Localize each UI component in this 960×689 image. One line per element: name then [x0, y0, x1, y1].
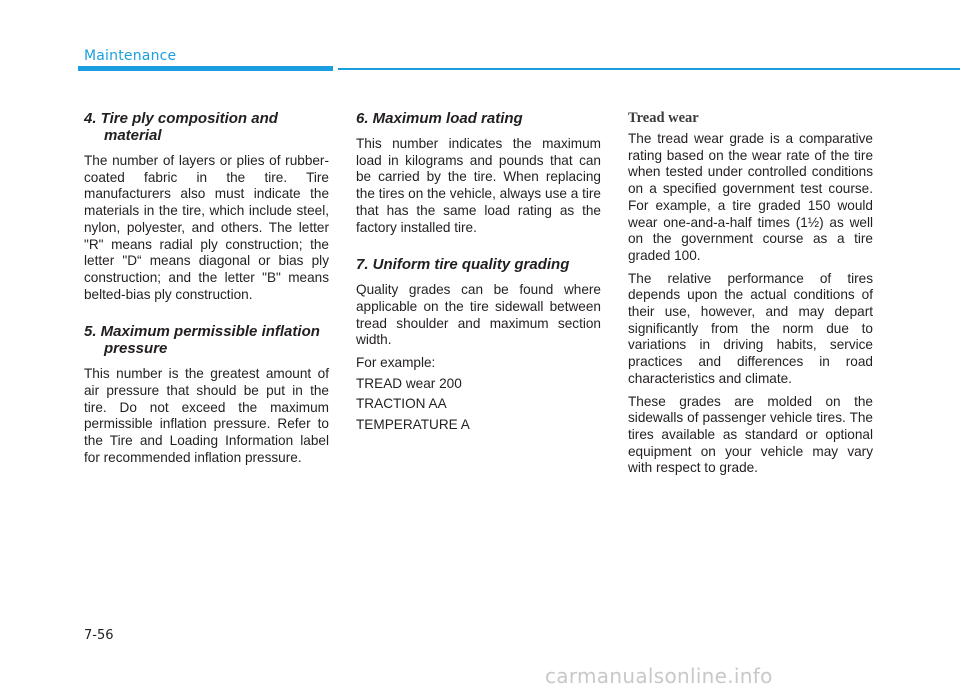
section-5-heading: 5. Maximum permissible inflation pressure	[84, 323, 320, 358]
example-line-traction: TRACTION AA	[356, 396, 447, 412]
tread-wear-paragraph-1: The tread wear grade is a comparative rating based on the wear rate of the tire when tested under controlled conditions on a specified government test course. For example, a tire graded 150 would wear one-and-a-half times (1½) as well on the government course as a tire graded 100.	[628, 131, 873, 263]
column-right	[628, 110, 873, 483]
example-line-temperature: TEMPERATURE A	[356, 417, 470, 433]
watermark: carmanualsonline.info	[545, 664, 773, 688]
column-middle	[356, 110, 601, 438]
section-6-text: This number indicates the maximum load in kilograms and pounds that can be carried by the tire. When replacing the tires on the vehicle, always use a tire that has the same load rating as the factory installed tire.	[356, 136, 601, 235]
header-bar-thick	[78, 66, 333, 71]
example-intro: For example:	[356, 355, 436, 371]
column-left	[84, 110, 329, 473]
example-line-tread: TREAD wear 200	[356, 375, 462, 391]
header-bar-thin	[338, 68, 960, 70]
tread-wear-paragraph-3: These grades are molded on the sidewalls of passenger vehicle tires. The tires available as standard or optional equipment on your vehicle may vary with respect to grade.	[628, 393, 873, 476]
section-7-text: Quality grades can be found where applicable on the tire sidewall between tread shoulder and maximum section width.	[356, 282, 601, 348]
header-title: Maintenance	[84, 48, 177, 64]
tread-wear-heading: Tread wear	[628, 110, 699, 126]
section-4-heading: 4. Tire ply composition and material	[84, 110, 278, 144]
page-number: 7-56	[84, 628, 114, 643]
tread-wear-paragraph-2: The relative performance of tires depends upon the actual conditions of their use, however, and may depart significantly from the norm due to variations in driving habits, service practices and differences in road characteristics and climate.	[628, 270, 873, 386]
section-5-text: This number is the greatest amount of air pressure that should be put in the tire. Do not exceed the maximum permissible inflation pressure. Refer to the Tire and Loading Information label for recommended inflation pressure.	[84, 366, 329, 465]
section-6-heading: 6. Maximum load rating	[356, 110, 523, 127]
section-4-text: The number of layers or plies of rubber-coated fabric in the tire. Tire manufacturers also must indicate the materials in the tire, which include steel, nylon, polyester, and others. The letter "R" means radial ply construction; the letter "D“ means diagonal or bias ply construction; and the letter "B" means belted-bias ply construction.	[84, 153, 329, 302]
section-7-heading: 7. Uniform tire quality grading	[356, 256, 570, 274]
